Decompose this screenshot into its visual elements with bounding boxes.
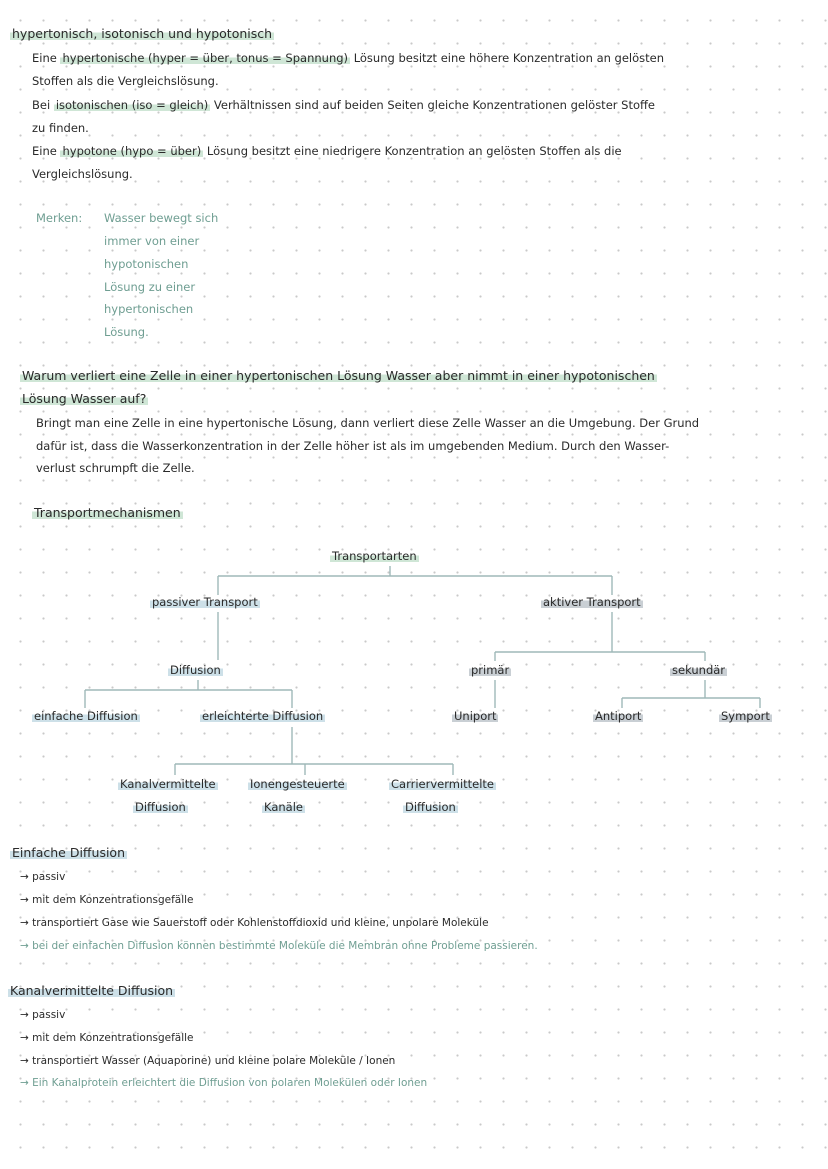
tree-node-carrier: Carriervermittelte [391, 777, 495, 791]
note: → bei der einfachen Diffusion können bestimmte Moleküle die Membran ohne Probleme passieren. [20, 940, 538, 952]
paragraph-hypotonic-line2: Vergleichslösung. [32, 167, 133, 181]
merken-line: hypotonischen [104, 257, 189, 271]
paragraph-isotonic-line2: zu finden. [32, 121, 89, 135]
list-item: → passiv [20, 871, 66, 883]
merken-line: immer von einer [104, 234, 200, 248]
list-item: → transportiert Wasser (Aquaporine) und kleine polare Moleküle / Ionen [20, 1055, 396, 1067]
term-hypertonic: hypertonische (hyper = über, tonus = Spannung) [62, 51, 349, 65]
tree-node-antiport: Antiport [595, 709, 642, 723]
merken-line: hypertonischen [104, 302, 194, 316]
answer-line: Bringt man eine Zelle in eine hypertonische Lösung, dann verliert diese Zelle Wasser an die Umgebung. Der Grund [36, 416, 700, 430]
section-title: hypertonisch, isotonisch und hypotonisch [12, 26, 273, 41]
tree-node-primaer: primär [471, 663, 510, 677]
list-item: → mit dem Konzentrationsgefälle [20, 894, 194, 906]
answer-line: verlust schrumpft die Zelle. [36, 461, 195, 475]
tree-node-active: aktiver Transport [543, 595, 641, 609]
answer-line: dafür ist, dass die Wasserkonzentration in der Zelle höher ist als im umgebenden Medium. Durch den Wasser- [36, 439, 670, 453]
tree-node-einfache: einfache Diffusion [34, 709, 138, 723]
question-line2: Lösung Wasser auf? [22, 391, 147, 406]
list-item: → passiv [20, 1009, 66, 1021]
paragraph-hypotonic: Eine hypotone (hypo = über) Lösung besitzt eine niedrigere Konzentration an gelösten Stoffen als die [32, 144, 622, 158]
tree-node-symport: Symport [721, 709, 770, 723]
list-item: → mit dem Konzentrationsgefälle [20, 1032, 194, 1044]
tree-node-carrier-line2: Diffusion [405, 800, 456, 814]
merken-line: Lösung. [104, 325, 149, 339]
merken-line: Wasser bewegt sich [104, 211, 219, 225]
tree-node-sekundaer: sekundär [672, 663, 726, 677]
tree-node-kanal: Kanalvermittelte [120, 777, 216, 791]
term-hypotonic: hypotone (hypo = über) [62, 144, 202, 158]
tree-node-uniport: Uniport [454, 709, 497, 723]
tree-node-kanal-line2: Diffusion [135, 800, 186, 814]
merken-label: Merken: [36, 211, 83, 225]
paragraph-hypertonic-line2: Stoffen als die Vergleichslösung. [32, 74, 219, 88]
list-item: → transportiert Gase wie Sauerstoff oder Kohlenstoffdioxid und kleine, unpolare Moleküle [20, 917, 489, 929]
tree-node-passive: passiver Transport [152, 595, 258, 609]
merken-line: Lösung zu einer [104, 280, 196, 294]
paragraph-hypertonic: Eine hypertonische (hyper = über, tonus = Spannung) Lösung besitzt eine höhere Konzentration an gelösten [32, 51, 665, 65]
term-isotonic: isotonischen (iso = gleich) [55, 98, 209, 112]
tree-node-ionen-line2: Kanäle [264, 800, 303, 814]
tree-root: Transportarten [332, 549, 417, 563]
transport-title: Transportmechanismen [34, 505, 181, 520]
tree-node-ionen: Ionengesteuerte [250, 777, 345, 791]
note: → Ein Kanalprotein erleichtert die Diffusion von polaren Molekülen oder Ionen [20, 1077, 428, 1089]
tree-node-diffusion: Diffusion [170, 663, 221, 677]
question: Warum verliert eine Zelle in einer hypertonischen Lösung Wasser aber nimmt in einer hypotonischen [22, 368, 655, 383]
tree-node-erleichterte: erleichterte Diffusion [202, 709, 324, 723]
einfache-title: Einfache Diffusion [12, 845, 126, 860]
paragraph-isotonic: Bei isotonischen (iso = gleich) Verhältnissen sind auf beiden Seiten gleiche Konzentrationen gelöster Stoffe [32, 98, 655, 112]
kanal-title: Kanalvermittelte Diffusion [10, 983, 174, 998]
